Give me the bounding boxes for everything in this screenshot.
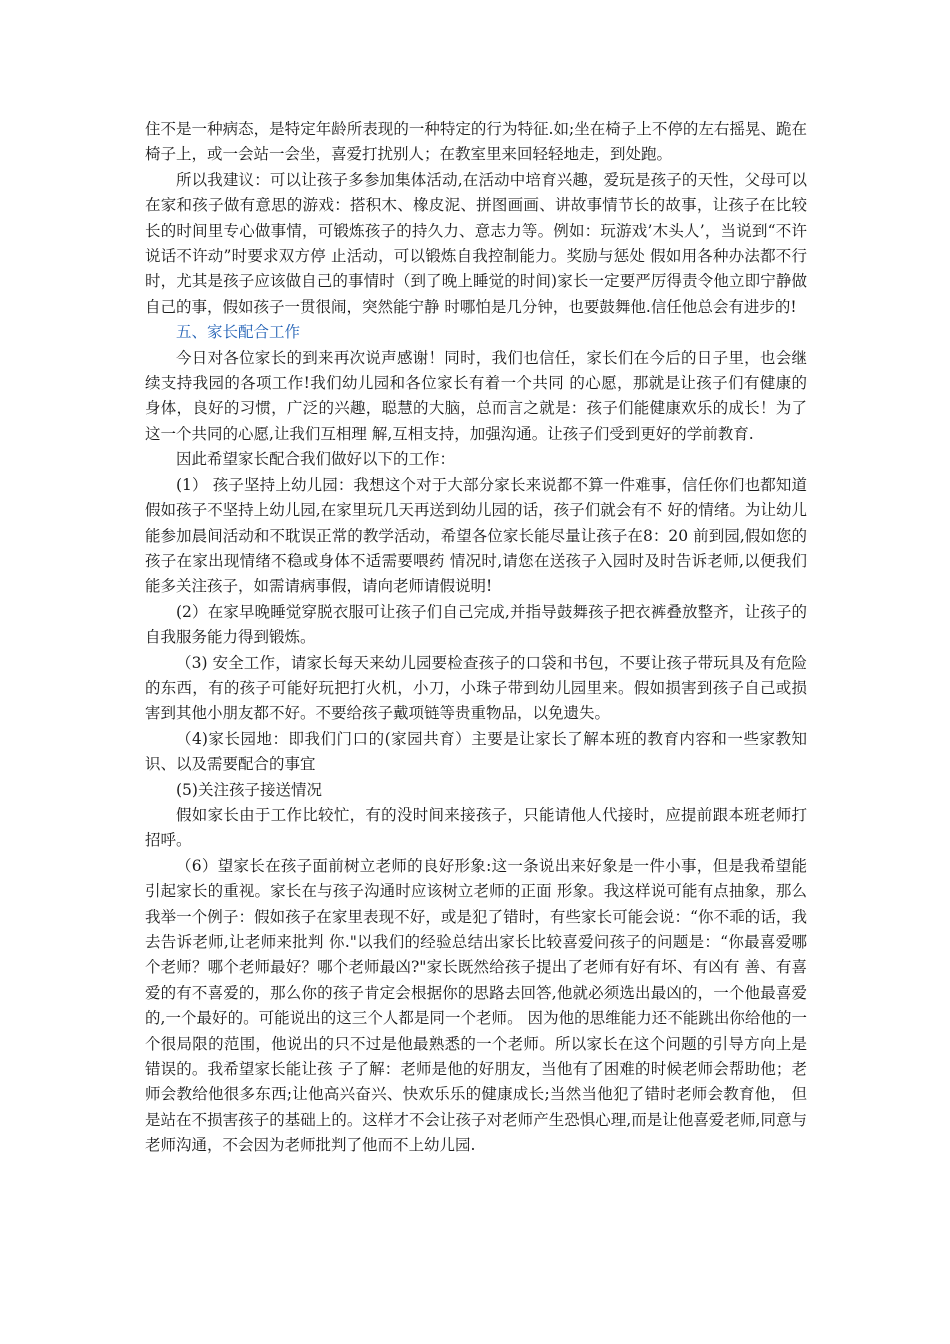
list-item-6: （6）望家长在孩子面前树立老师的良好形象:这一条说出来好象是一件小事，但是我希望能引起家长的重视。家长在与孩子沟通时应该树立老师的正面 形象。我这样说可能有点抽象，那么我举一个例子：假如孩子在家里表现不好，或是犯了错时，有些家长可能会说：“你不乖的话，我去告诉老师,让老师来批判 你."以我们的经验总结出家长比较喜爱问孩子的问题是：“你最喜爱哪个老师？哪个老师最好？哪个老师最凶?"家长既然给孩子提出了老师有好有坏、有凶有 善、有喜爱的有不喜爱的，那么你的孩子肯定会根据你的思路去回答,他就必须选出最凶的，一个他最喜爱的,一个最好的。可能说出的这三个人都是同一个老师。 因为他的思维能力还不能跳出你给他的一个很局限的范围，他说出的只不过是他最熟悉的一个老师。所以家长在这个问题的引导方向上是错误的。我希望家长能让孩 子了解：老师是他的好朋友，当他有了困难的时候老师会帮助他；老师会教给他很多东西;让他高兴奋兴、快欢乐乐的健康成长;当然当他犯了错时老师会教育他， 但是站在不损害孩子的基础上的。这样才不会让孩子对老师产生恐惧心理,而是让他喜爱老师,同意与老师沟通，不会因为老师批判了他而不上幼儿园. (145, 856, 807, 1155)
document-body (145, 117, 807, 1159)
list-item-3: （3) 安全工作，请家长每天来幼儿园要检查孩子的口袋和书包，不要让孩子带玩具及有危险的东西，有的孩子可能好玩把打火机，小刀，小珠子带到幼儿园里来。假如损害到孩子自己或损害到其他小朋友都不好。不要给孩子戴项链等贵重物品，以免遗失。 (145, 653, 807, 723)
paragraph-suggestion: 所以我建议：可以让孩子多参加集体活动,在活动中培育兴趣，爱玩是孩子的天性，父母可以在家和孩子做有意思的游戏：搭积木、橡皮泥、拼图画画、讲故事情节长的故事，让孩子在比较长的时间里专心做事情，可锻炼孩子的持久力、意志力等。例如：玩游戏’木头人’，当说到“不许说话不许动”时要求双方停 止活动，可以锻炼自我控制能力。奖励与惩处 假如用各种办法都不行时，尤其是孩子应该做自己的事情时（到了晚上睡觉的时间)家长一定要严厉得责令他立即宁静做自己的事，假如孩子一贯很闹，突然能宁静 时哪怕是几分钟，也要鼓舞他.信任他总会有进步的! (145, 170, 807, 316)
list-item-5: (5)关注孩子接送情况 (176, 780, 322, 799)
paragraph-thanks: 今日对各位家长的到来再次说声感谢！同时，我们也信任，家长们在今后的日子里，也会继续支持我园的各项工作!我们幼儿园和各位家长有着一个共同 的心愿，那就是让孩子们有健康的身体，良好的习惯，广泛的兴趣，聪慧的大脑，总而言之就是：孩子们能健康欢乐的成长！为了这一个共同的心愿,让我们互相理 解,互相支持，加强沟通。让孩子们受到更好的学前教育. (145, 348, 807, 443)
list-item-5-detail: 假如家长由于工作比较忙，有的没时间来接孩子，只能请他人代接时，应提前跟本班老师打招呼。 (145, 805, 807, 850)
paragraph-intro-list: 因此希望家长配合我们做好以下的工作： (176, 450, 456, 469)
list-item-2: (2）在家早晚睡觉穿脱衣服可让孩子们自己完成,并指导鼓舞孩子把衣裤叠放整齐，让孩子的自我服务能力得到锻炼。 (145, 602, 807, 647)
list-item-4: （4)家长园地：即我们门口的(家园共育）主要是让家长了解本班的教育内容和一些家教知识、以及需要配合的事宜 (145, 729, 807, 774)
section-heading: 五、家长配合工作 (176, 323, 301, 342)
list-item-1: (1） 孩子坚持上幼儿园：我想这个对于大部分家长来说都不算一件难事，信任你们也都知道假如孩子不坚持上幼儿园,在家里玩几天再送到幼儿园的话，孩子们就会有不 好的情绪。为让幼儿能参加晨间活动和不耽误正常的教学活动，希望各位家长能尽量让孩子在8：20 前到园,假如您的孩子在家出现情绪不稳或身体不适需要喂药 情况时,请您在送孩子入园时及时告诉老师,以便我们能多关注孩子，如需请病事假，请向老师请假说明! (145, 475, 807, 596)
paragraph-continuation: 住不是一种病态，是特定年龄所表现的一种特定的行为特征.如;坐在椅子上不停的左右摇晃、跪在椅子上，或一会站一会坐，喜爱打扰别人；在教室里来回轻轻地走，到处跑。 (145, 120, 807, 164)
